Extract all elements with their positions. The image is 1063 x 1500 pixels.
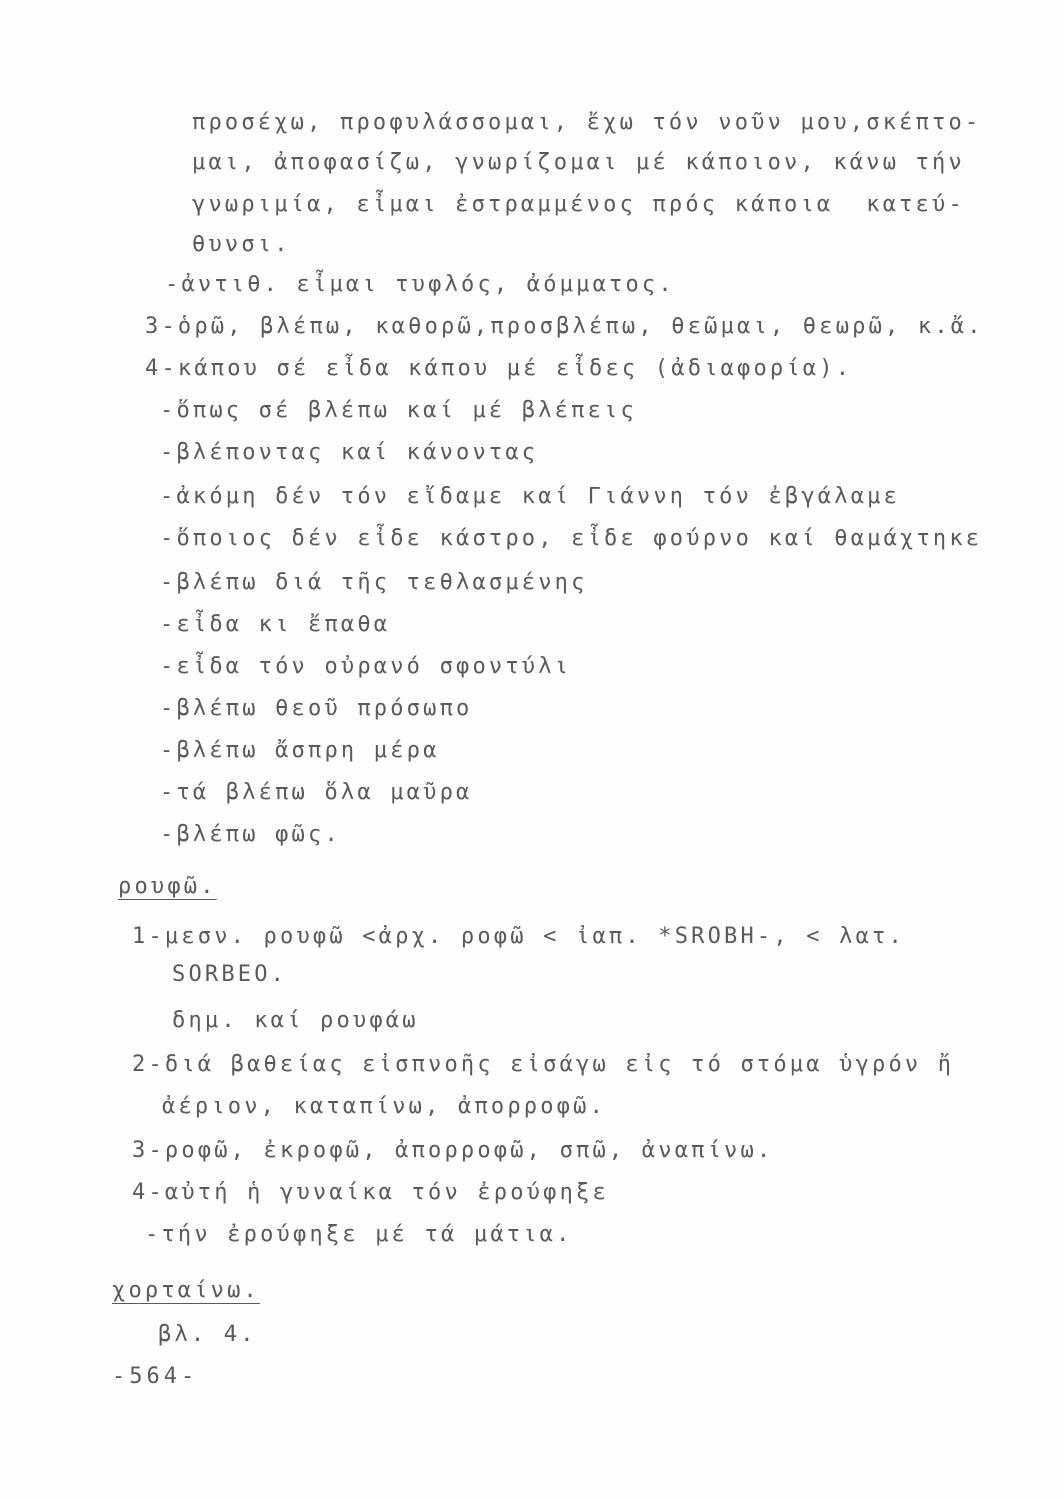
text-line: -βλέπω θεοῦ πρόσωπο	[160, 696, 473, 721]
text-line: 3-ὁρῶ, βλέπω, καθορῶ,προσβλέπω, θεῶμαι, θεωρῶ, κ.ἄ.	[145, 314, 984, 339]
text-line: -βλέπω φῶς.	[160, 822, 341, 847]
text-line: -ὅποιος δέν εἶδε κάστρο, εἶδε φούρνο καί θαμάχτηκε	[160, 526, 983, 551]
text-line: -ἀκόμη δέν τόν εἴδαμε καί Γιάννη τόν ἐβγάλαμε	[160, 484, 901, 509]
entry-line: βλ. 4.	[158, 1322, 257, 1347]
page-number: -564-	[112, 1364, 199, 1389]
text-line: 4-κάπου σέ εἶδα κάπου μέ εἶδες (ἀδιαφορία).	[145, 356, 853, 381]
text-line: -εἶδα κι ἔπαθα	[160, 612, 391, 637]
entry-line: 4-αὐτή ἡ γυναίκα τόν ἐρούφηξε	[132, 1180, 609, 1205]
entry-line: 2-διά βαθείας εἰσπνοῆς εἰσάγω εἰς τό στόμα ὑγρόν ἤ	[132, 1052, 955, 1077]
entry-heading: χορταίνω.	[112, 1278, 261, 1303]
entry-line: -τήν ἐρούφηξε μέ τά μάτια.	[145, 1222, 573, 1247]
text-line: θυνσι.	[192, 232, 291, 257]
text-line: -εἶδα τόν οὐρανό σφοντύλι	[160, 654, 572, 679]
text-line: -ὅπως σέ βλέπω καί μέ βλέπεις	[160, 398, 637, 423]
text-line: -βλέπω ἄσπρη μέρα	[160, 738, 440, 763]
text-line: -βλέπω διά τῆς τεθλασμένης	[160, 570, 588, 595]
text-line: -ἀντιθ. εἶμαι τυφλός, ἀόμματος.	[165, 272, 675, 297]
text-line: προσέχω, προφυλάσσομαι, ἔχω τόν νοῦν μου,σκέπτο-	[192, 110, 982, 135]
entry-line: ἀέριον, καταπίνω, ἀπορροφῶ.	[162, 1094, 607, 1119]
entry-line: δημ. καί ρουφάω	[172, 1008, 419, 1033]
text-line: -τά βλέπω ὅλα μαῦρα	[160, 780, 473, 805]
entry-line: 1-μεσν. ρουφῶ <ἀρχ. ροφῶ < ἰαπ. *SROBH-, < λατ.	[132, 924, 905, 949]
entry-line: 3-ροφῶ, ἐκροφῶ, ἀπορροφῶ, σπῶ, ἀναπίνω.	[132, 1138, 774, 1163]
entry-heading: ρουφῶ.	[118, 874, 217, 899]
text-line: μαι, ἀποφασίζω, γνωρίζομαι μέ κάποιον, κάνω τήν	[192, 150, 965, 175]
entry-line: SORBEO.	[172, 962, 288, 987]
text-line: -βλέποντας καί κάνοντας	[160, 440, 539, 465]
text-line: γνωριμία, εἶμαι ἐστραμμένος πρός κάποια κατεύ-	[192, 192, 965, 217]
